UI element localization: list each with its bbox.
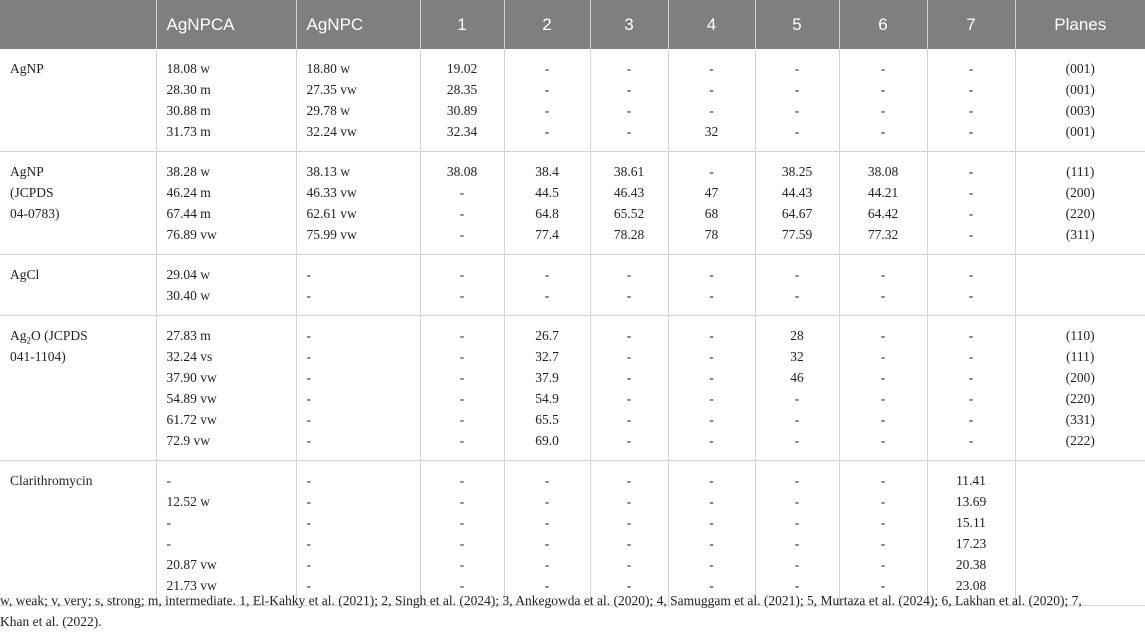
cell-value: - [968, 349, 974, 364]
cell-value: 20.38 [955, 557, 987, 572]
sample-label: 04-0783) [10, 206, 60, 221]
cell-value: 12.52 w [166, 494, 210, 509]
cell-value: - [794, 82, 800, 97]
cell-value: - [794, 124, 800, 139]
cell-value: - [306, 578, 311, 593]
cell-value: (200) [1065, 185, 1095, 200]
cell-value: - [709, 536, 714, 551]
cell-value: - [968, 61, 974, 76]
cell-value: - [794, 578, 800, 593]
cell-value: - [968, 328, 974, 343]
table-row [0, 461, 1145, 606]
cell-value: - [544, 557, 550, 572]
cell-value: - [544, 494, 550, 509]
table-body [0, 49, 1145, 606]
cell-value: 30.89 [446, 103, 478, 118]
header-cell-planes: Planes [1015, 0, 1145, 49]
cell-value: 46.43 [613, 185, 645, 200]
cell-value: - [459, 370, 465, 385]
cell-value: - [626, 370, 632, 385]
cell-value: - [626, 61, 632, 76]
cell-value: - [626, 515, 632, 530]
cell-value: - [626, 328, 632, 343]
cell-value: - [459, 557, 465, 572]
cell-value: 19.02 [446, 61, 478, 76]
cell-value: - [459, 412, 465, 427]
cell-value: - [166, 536, 171, 551]
cell-ref-5 [755, 255, 839, 316]
table-row [0, 152, 1145, 255]
cell-value: 47 [704, 185, 719, 200]
footnote-line: w, weak; v, very; s, strong; m, intermediate. 1, El-Kahky et al. (2021); 2, Singh et al. (2024); 3, Ankegowda et al. (2020); 4, Samuggam et al. (2021); 5, Murtaza et al. (2024); 6, Lakhan et al. (2020); 7, [0, 593, 1082, 608]
cell-ref-2 [504, 152, 590, 255]
cell-value: 65.5 [535, 412, 559, 427]
cell-value: - [306, 494, 311, 509]
footnote-line: Khan et al. (2022). [0, 614, 102, 629]
cell-value: - [880, 412, 886, 427]
cell-value: - [709, 370, 714, 385]
cell-value: - [968, 124, 974, 139]
cell-value: 76.89 vw [166, 227, 217, 242]
cell-value: - [880, 473, 886, 488]
cell-value: (331) [1065, 412, 1095, 427]
header-cell-agnpca: AgNPCA [156, 0, 296, 49]
cell-value: 30.88 m [166, 103, 211, 118]
cell-value: - [968, 391, 974, 406]
cell-value: - [544, 515, 550, 530]
cell-value: 32 [790, 349, 804, 364]
cell-value: - [626, 124, 632, 139]
cell-value: - [880, 515, 886, 530]
cell-planes [1015, 255, 1145, 316]
sample-label: 041-1104) [10, 349, 66, 364]
cell-value: - [709, 349, 714, 364]
cell-ref-7 [927, 49, 1015, 152]
cell-value: - [709, 288, 714, 303]
cell-value: 65.52 [613, 206, 645, 221]
cell-ref-6 [839, 316, 927, 461]
table-row [0, 49, 1145, 152]
cell-value: - [306, 557, 311, 572]
cell-agnpc [296, 255, 420, 316]
cell-value: - [544, 82, 550, 97]
cell-value: 78.28 [613, 227, 645, 242]
cell-value: - [459, 536, 465, 551]
cell-value: 78 [704, 227, 719, 242]
header-cell-ref-4: 4 [668, 0, 755, 49]
cell-value: 44.5 [535, 185, 559, 200]
sample-label: Clarithromycin [10, 473, 93, 488]
cell-value: 37.9 [535, 370, 559, 385]
cell-ref-7 [927, 461, 1015, 606]
cell-value: - [626, 557, 632, 572]
cell-ref-4 [668, 49, 755, 152]
cell-value: - [709, 328, 714, 343]
cell-ref-3 [590, 316, 668, 461]
cell-value: - [459, 206, 465, 221]
cell-value: - [626, 536, 632, 551]
cell-value: - [794, 494, 800, 509]
cell-ref-1 [420, 152, 504, 255]
cell-value: - [794, 267, 800, 282]
cell-ref-1 [420, 316, 504, 461]
cell-agnpca [156, 49, 296, 152]
cell-value: 32 [704, 124, 719, 139]
header-cell-sample [0, 0, 156, 49]
cell-value: (220) [1065, 206, 1095, 221]
cell-value: 32.34 [446, 124, 478, 139]
cell-value: 31.73 m [166, 124, 211, 139]
cell-value: 32.24 vs [166, 349, 213, 364]
cell-value: - [968, 370, 974, 385]
table-row [0, 316, 1145, 461]
cell-value: (111) [1066, 164, 1095, 179]
cell-value: 64.42 [867, 206, 899, 221]
cell-value: - [709, 578, 714, 593]
cell-value: - [794, 288, 800, 303]
cell-value: - [880, 494, 886, 509]
cell-value: 38.28 w [166, 164, 210, 179]
cell-planes [1015, 316, 1145, 461]
cell-value: - [459, 328, 465, 343]
cell-value: 27.35 vw [306, 82, 357, 97]
cell-ref-3 [590, 49, 668, 152]
cell-agnpc [296, 49, 420, 152]
cell-value: 29.78 w [306, 103, 350, 118]
cell-value: - [709, 433, 714, 448]
cell-value: - [306, 536, 311, 551]
cell-value: 75.99 vw [306, 227, 357, 242]
cell-ref-5 [755, 461, 839, 606]
cell-value: 38.61 [613, 164, 645, 179]
cell-value: - [880, 536, 886, 551]
cell-value: 69.0 [535, 433, 559, 448]
cell-value: 26.7 [535, 328, 559, 343]
table-header-row [0, 0, 1145, 49]
cell-value: 46 [790, 370, 804, 385]
cell-value: - [709, 267, 714, 282]
cell-value: 23.08 [955, 578, 987, 593]
cell-value: - [880, 433, 886, 448]
cell-agnpca [156, 152, 296, 255]
cell-value: - [794, 536, 800, 551]
cell-ref-6 [839, 49, 927, 152]
cell-value: (111) [1066, 349, 1095, 364]
cell-ref-4 [668, 461, 755, 606]
cell-value: (220) [1065, 391, 1095, 406]
cell-value: - [880, 349, 886, 364]
cell-agnpc [296, 152, 420, 255]
cell-value: - [306, 433, 311, 448]
cell-value: 64.67 [781, 206, 813, 221]
cell-value: 20.87 vw [166, 557, 217, 572]
cell-value: - [306, 391, 311, 406]
cell-planes [1015, 49, 1145, 152]
cell-value: - [968, 267, 974, 282]
cell-value: 67.44 m [166, 206, 211, 221]
header-cell-ref-6: 6 [839, 0, 927, 49]
cell-value: 30.40 w [166, 288, 210, 303]
cell-ref-2 [504, 49, 590, 152]
cell-value: - [880, 124, 886, 139]
cell-value: - [626, 288, 632, 303]
cell-value: - [709, 494, 714, 509]
cell-ref-3 [590, 152, 668, 255]
cell-value: - [709, 103, 714, 118]
cell-value: - [626, 412, 632, 427]
cell-ref-3 [590, 255, 668, 316]
cell-value: - [880, 328, 886, 343]
cell-ref-1 [420, 49, 504, 152]
sample-label: AgCl [10, 267, 40, 282]
cell-value: 46.33 vw [306, 185, 357, 200]
cell-value: - [306, 473, 311, 488]
cell-value: - [166, 473, 171, 488]
cell-value: 46.24 m [166, 185, 211, 200]
header-cell-agnpc: AgNPC [296, 0, 420, 49]
sample-label-part: Ag [10, 328, 27, 343]
cell-value: - [306, 267, 311, 282]
cell-value: - [626, 494, 632, 509]
cell-agnpca [156, 461, 296, 606]
cell-agnpc [296, 316, 420, 461]
cell-value: - [794, 391, 800, 406]
cell-value: 77.59 [781, 227, 813, 242]
cell-value: (200) [1065, 370, 1095, 385]
cell-value: - [794, 557, 800, 572]
cell-agnpca [156, 255, 296, 316]
cell-value: - [968, 164, 974, 179]
cell-value: 62.61 vw [306, 206, 357, 221]
cell-ref-6 [839, 152, 927, 255]
sample-label-subscript: 2 [26, 335, 31, 346]
cell-value: - [968, 412, 974, 427]
cell-ref-4 [668, 316, 755, 461]
header-cell-ref-7: 7 [927, 0, 1015, 49]
cell-value: - [968, 288, 974, 303]
cell-value: (001) [1065, 82, 1095, 97]
cell-value: - [459, 267, 465, 282]
cell-value: 38.4 [535, 164, 559, 179]
cell-value: - [968, 227, 974, 242]
sample-label-part: O (JCPDS [31, 328, 88, 343]
cell-value: 38.25 [781, 164, 813, 179]
cell-ref-1 [420, 461, 504, 606]
cell-value: - [459, 578, 465, 593]
cell-value: - [709, 61, 714, 76]
cell-value: - [306, 288, 311, 303]
cell-value: 68 [704, 206, 719, 221]
cell-value: - [626, 578, 632, 593]
cell-ref-7 [927, 316, 1015, 461]
cell-value: 15.11 [956, 515, 986, 530]
cell-value: - [968, 433, 974, 448]
cell-value: 28.30 m [166, 82, 211, 97]
cell-ref-5 [755, 316, 839, 461]
cell-value: - [880, 103, 886, 118]
cell-value: - [459, 288, 465, 303]
cell-value: - [968, 82, 974, 97]
cell-value: - [968, 206, 974, 221]
cell-value: - [459, 494, 465, 509]
cell-value: - [794, 103, 800, 118]
sample-label [10, 325, 156, 346]
cell-value: - [626, 267, 632, 282]
cell-value: - [794, 412, 800, 427]
sample-label: (JCPDS [10, 185, 54, 200]
cell-value: 13.69 [955, 494, 987, 509]
cell-ref-3 [590, 461, 668, 606]
cell-ref-2 [504, 461, 590, 606]
cell-value: - [544, 267, 550, 282]
cell-value: 18.80 w [306, 61, 350, 76]
cell-value: 44.43 [781, 185, 813, 200]
cell-value: - [544, 103, 550, 118]
header-cell-ref-1: 1 [420, 0, 504, 49]
cell-ref-6 [839, 255, 927, 316]
cell-value: - [544, 578, 550, 593]
sample-label-cell [0, 316, 156, 461]
cell-value: - [709, 515, 714, 530]
cell-agnpca [156, 316, 296, 461]
cell-value: - [626, 103, 632, 118]
sample-label-cell [0, 152, 156, 255]
cell-value: 77.32 [867, 227, 899, 242]
cell-value: 27.83 m [166, 328, 211, 343]
cell-value: - [459, 349, 465, 364]
cell-ref-4 [668, 255, 755, 316]
cell-value: - [626, 433, 632, 448]
table-row [0, 255, 1145, 316]
cell-value: 38.08 [446, 164, 478, 179]
cell-value: - [306, 349, 311, 364]
cell-value: - [709, 164, 714, 179]
cell-value: - [709, 473, 714, 488]
cell-value: - [544, 536, 550, 551]
cell-ref-7 [927, 152, 1015, 255]
cell-value: 17.23 [955, 536, 987, 551]
cell-value: - [459, 227, 465, 242]
cell-agnpc [296, 461, 420, 606]
cell-value: - [794, 473, 800, 488]
cell-value: 44.21 [867, 185, 899, 200]
cell-value: - [459, 391, 465, 406]
cell-ref-2 [504, 316, 590, 461]
cell-value: - [709, 557, 714, 572]
cell-value: - [166, 515, 171, 530]
cell-value: 32.24 vw [306, 124, 357, 139]
cell-ref-2 [504, 255, 590, 316]
cell-value: - [880, 557, 886, 572]
cell-value: - [968, 185, 974, 200]
sample-label: AgNP [10, 164, 44, 179]
cell-value: 29.04 w [166, 267, 210, 282]
sample-label-cell [0, 49, 156, 152]
cell-value: 28 [790, 328, 804, 343]
cell-value: 38.08 [867, 164, 899, 179]
cell-ref-5 [755, 152, 839, 255]
cell-value: - [794, 61, 800, 76]
cell-value: - [709, 391, 714, 406]
cell-value: (222) [1065, 433, 1095, 448]
cell-value: - [306, 328, 311, 343]
cell-value: - [544, 124, 550, 139]
cell-value: 32.7 [535, 349, 559, 364]
cell-ref-1 [420, 255, 504, 316]
table-footnote [0, 590, 1140, 632]
cell-value: 54.89 vw [166, 391, 217, 406]
cell-planes [1015, 461, 1145, 606]
cell-ref-7 [927, 255, 1015, 316]
cell-value: 54.9 [535, 391, 559, 406]
cell-value: - [626, 473, 632, 488]
cell-value: 21.73 vw [166, 578, 217, 593]
header-cell-ref-3: 3 [590, 0, 668, 49]
cell-value: - [968, 103, 974, 118]
cell-value: - [794, 433, 800, 448]
sample-label-cell [0, 461, 156, 606]
cell-value: 77.4 [535, 227, 559, 242]
cell-value: - [794, 515, 800, 530]
cell-value: - [544, 61, 550, 76]
cell-value: - [544, 288, 550, 303]
header-cell-ref-2: 2 [504, 0, 590, 49]
cell-value: 28.35 [446, 82, 478, 97]
cell-value: - [306, 412, 311, 427]
header-cell-ref-5: 5 [755, 0, 839, 49]
cell-value: 64.8 [535, 206, 559, 221]
cell-value: - [880, 391, 886, 406]
sample-label: AgNP [10, 61, 44, 76]
cell-value: - [880, 61, 886, 76]
cell-value: (110) [1065, 328, 1095, 343]
cell-ref-6 [839, 461, 927, 606]
cell-value: - [306, 515, 311, 530]
cell-value: - [626, 391, 632, 406]
cell-value: - [880, 267, 886, 282]
cell-planes [1015, 152, 1145, 255]
cell-ref-5 [755, 49, 839, 152]
cell-value: - [459, 185, 465, 200]
cell-value: - [626, 82, 632, 97]
cell-value: - [709, 82, 714, 97]
cell-value: - [544, 473, 550, 488]
cell-value: - [459, 433, 465, 448]
cell-value: (001) [1065, 124, 1095, 139]
cell-ref-4 [668, 152, 755, 255]
cell-value: - [459, 515, 465, 530]
cell-value: 72.9 vw [166, 433, 210, 448]
cell-value: - [306, 370, 311, 385]
cell-value: 18.08 w [166, 61, 210, 76]
cell-value: - [709, 412, 714, 427]
cell-value: (003) [1065, 103, 1095, 118]
cell-value: - [459, 473, 465, 488]
cell-value: (311) [1065, 227, 1095, 242]
cell-value: - [880, 288, 886, 303]
sample-label-cell [0, 255, 156, 316]
cell-value: 38.13 w [306, 164, 350, 179]
cell-value: (001) [1065, 61, 1095, 76]
cell-value: 37.90 vw [166, 370, 217, 385]
cell-value: - [880, 578, 886, 593]
cell-value: - [880, 370, 886, 385]
cell-value: 11.41 [956, 473, 986, 488]
cell-value: - [880, 82, 886, 97]
cell-value: 61.72 vw [166, 412, 217, 427]
cell-value: - [626, 349, 632, 364]
